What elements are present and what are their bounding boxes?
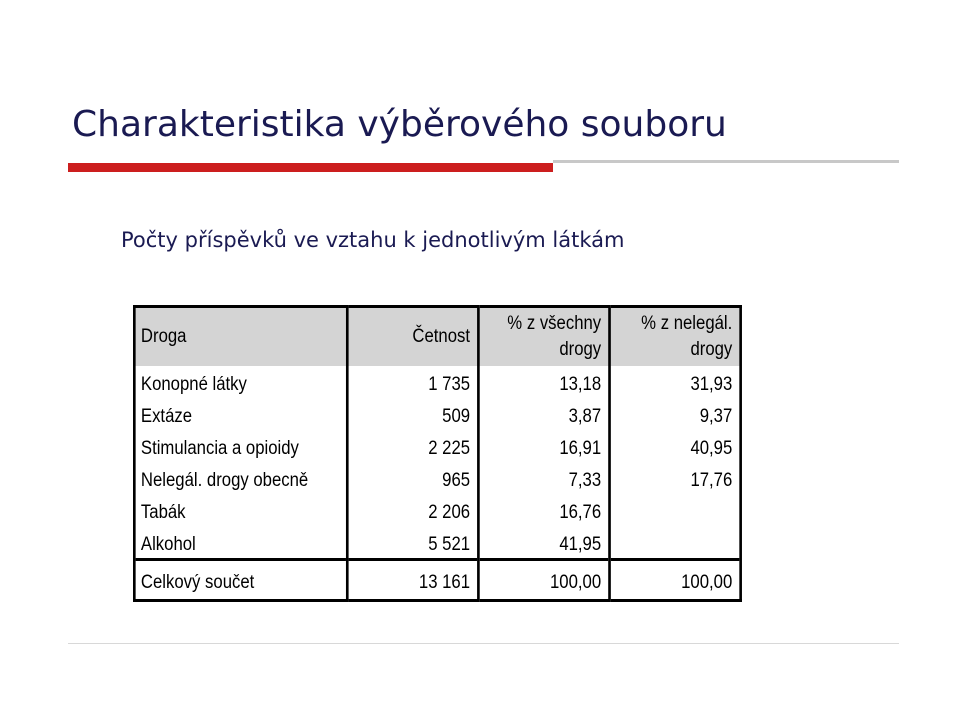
cell-pct-illegal — [610, 526, 741, 560]
cell-pct-illegal: 17,76 — [610, 462, 741, 494]
header-pct-all-line1: % z všechny — [507, 313, 602, 334]
total-droga: Celkový součet — [134, 560, 347, 601]
cell-droga: Nelegál. drogy obecně — [134, 462, 347, 494]
header-pct-illegal — [610, 307, 741, 367]
header-cetnost — [347, 307, 478, 367]
cell-pct-all: 16,76 — [478, 494, 609, 526]
header-pct-all-line2: drogy — [559, 339, 602, 360]
cell-pct-all: 3,87 — [478, 398, 609, 430]
table-row — [134, 430, 740, 462]
header-pct-illegal-line2: drogy — [690, 339, 733, 360]
cell-cetnost: 1 735 — [347, 366, 478, 398]
cell-droga: Stimulancia a opioidy — [134, 430, 347, 462]
cell-pct-all: 7,33 — [478, 462, 609, 494]
total-pct-all: 100,00 — [478, 560, 609, 601]
table-row — [134, 462, 740, 494]
table-row — [134, 366, 740, 398]
cell-pct-all: 41,95 — [478, 526, 609, 560]
header-pct-all — [478, 307, 609, 367]
total-cetnost: 13 161 — [347, 560, 478, 601]
slide-title: Charakteristika výběrového souboru — [72, 104, 727, 145]
header-droga-label: Droga — [140, 326, 187, 347]
table-header-row — [134, 307, 740, 367]
cell-pct-illegal: 40,95 — [610, 430, 741, 462]
cell-cetnost: 509 — [347, 398, 478, 430]
drug-frequency-table — [133, 305, 742, 602]
title-accent-rule — [68, 163, 553, 172]
cell-droga: Tabák — [134, 494, 347, 526]
cell-cetnost: 2 206 — [347, 494, 478, 526]
cell-pct-illegal: 31,93 — [610, 366, 741, 398]
header-pct-illegal-line1: % z nelegál. — [641, 313, 733, 334]
header-droga — [134, 307, 347, 367]
cell-cetnost: 5 521 — [347, 526, 478, 560]
table-row — [134, 526, 740, 560]
cell-cetnost: 965 — [347, 462, 478, 494]
table-row — [134, 398, 740, 430]
slide-subtitle: Počty příspěvků ve vztahu k jednotlivým látkám — [121, 228, 625, 252]
table-row — [134, 494, 740, 526]
cell-pct-illegal: 9,37 — [610, 398, 741, 430]
total-pct-illegal: 100,00 — [610, 560, 741, 601]
header-cetnost-label: Četnost — [412, 326, 471, 347]
cell-cetnost: 2 225 — [347, 430, 478, 462]
cell-droga: Extáze — [134, 398, 347, 430]
cell-pct-all: 16,91 — [478, 430, 609, 462]
title-gray-rule — [553, 160, 899, 163]
cell-droga: Konopné látky — [134, 366, 347, 398]
footer-rule — [68, 643, 899, 644]
cell-pct-illegal — [610, 494, 741, 526]
cell-pct-all: 13,18 — [478, 366, 609, 398]
cell-droga: Alkohol — [134, 526, 347, 560]
table-total-row — [134, 560, 740, 601]
